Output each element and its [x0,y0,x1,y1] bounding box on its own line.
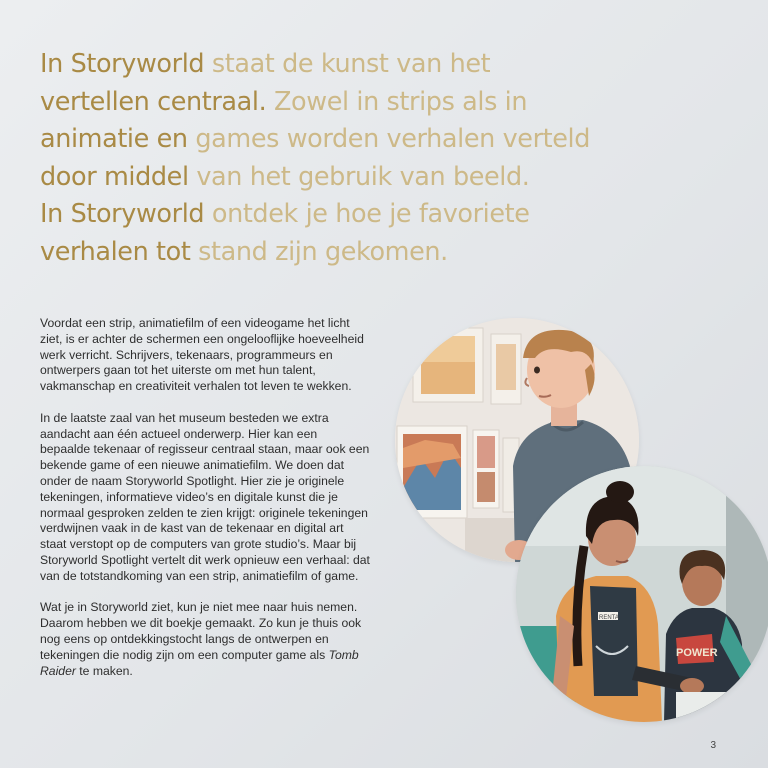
intro-line-4-segment-2: van het gebruik van beeld. [196,161,530,192]
intro-line-5-segment-1: In Storyworld [40,199,212,229]
paragraph-1: Voordat een strip, animatiefilm of een videogame het licht ziet, is er achter de schermen een ongelooflijke hoeveelheid werk verricht. Schrijvers, tekenaars, programmeurs en ontwerpers gaan tot het uiterste om met hun talent, vakmanschap en creativiteit verhalen tot leven te wekken. [40,316,364,394]
intro-line-5-segment-2: ontdek je hoe je favoriete [211,199,530,229]
paragraph-3-end: te maken. [75,663,133,678]
intro-line-3-segment-2: games worden verhalen verteld [195,124,591,154]
intro-line-6-segment-2: stand zijn gekomen. [198,236,448,267]
intro-line-2-segment-2: Zowel in strips als in [273,86,528,117]
intro-line-2-segment-1: vertellen centraal. [40,86,274,117]
intro-heading [40,46,680,271]
visitors-illustration [516,466,768,722]
page-number: 3 [710,740,716,751]
name-badge-text: RENTA [599,615,619,621]
paragraph-3-text: Wat je in Storyworld ziet, kun je niet mee naar huis nemen. Daarom hebben we dit boekje gemaakt. Zo kun je thuis ook nog eens op ontdekkingstocht langs de ontwerpen en tekeningen die nodig zijn om een computer game als [40,600,362,662]
photo-woman-and-boy [516,466,768,722]
boy-shirt-text: POWER [676,647,718,659]
body-text [40,316,370,695]
intro-line-3-segment-1: animatie en [40,124,196,154]
intro-line-1-segment-1: In Storyworld [40,49,212,79]
intro-line-4-segment-1: door middel [40,161,197,192]
game-title: Tomb Raider [40,647,359,678]
intro-line-6-segment-1: verhalen tot [40,236,199,267]
paragraph-3 [40,600,370,679]
paragraph-2: In de laatste zaal van het museum besteden we extra aandacht aan één actueel onderwerp. Hier kan een bepaalde tekenaar of regisseur centraal staan, maar ook een bekende game of een nieuwe animatiefilm. We doen dat onder de naam Storyworld Spotlight. Hier zie je originele tekeningen, informatieve video’s en digitale kunst die je normaal gesproken zelden te zien krijgt: originele tekeningen verdwijnen vaak in de kast van de tekenaar en digital art staat verstopt op de computers van grote studio’s. Maar bij Storyworld Spotlight vertelt dit werk opnieuw een verhaal: dat van de totstandkoming van een strip, animatiefilm of game. [40,410,370,583]
intro-line-1-segment-2: staat de kunst van het [211,49,491,79]
